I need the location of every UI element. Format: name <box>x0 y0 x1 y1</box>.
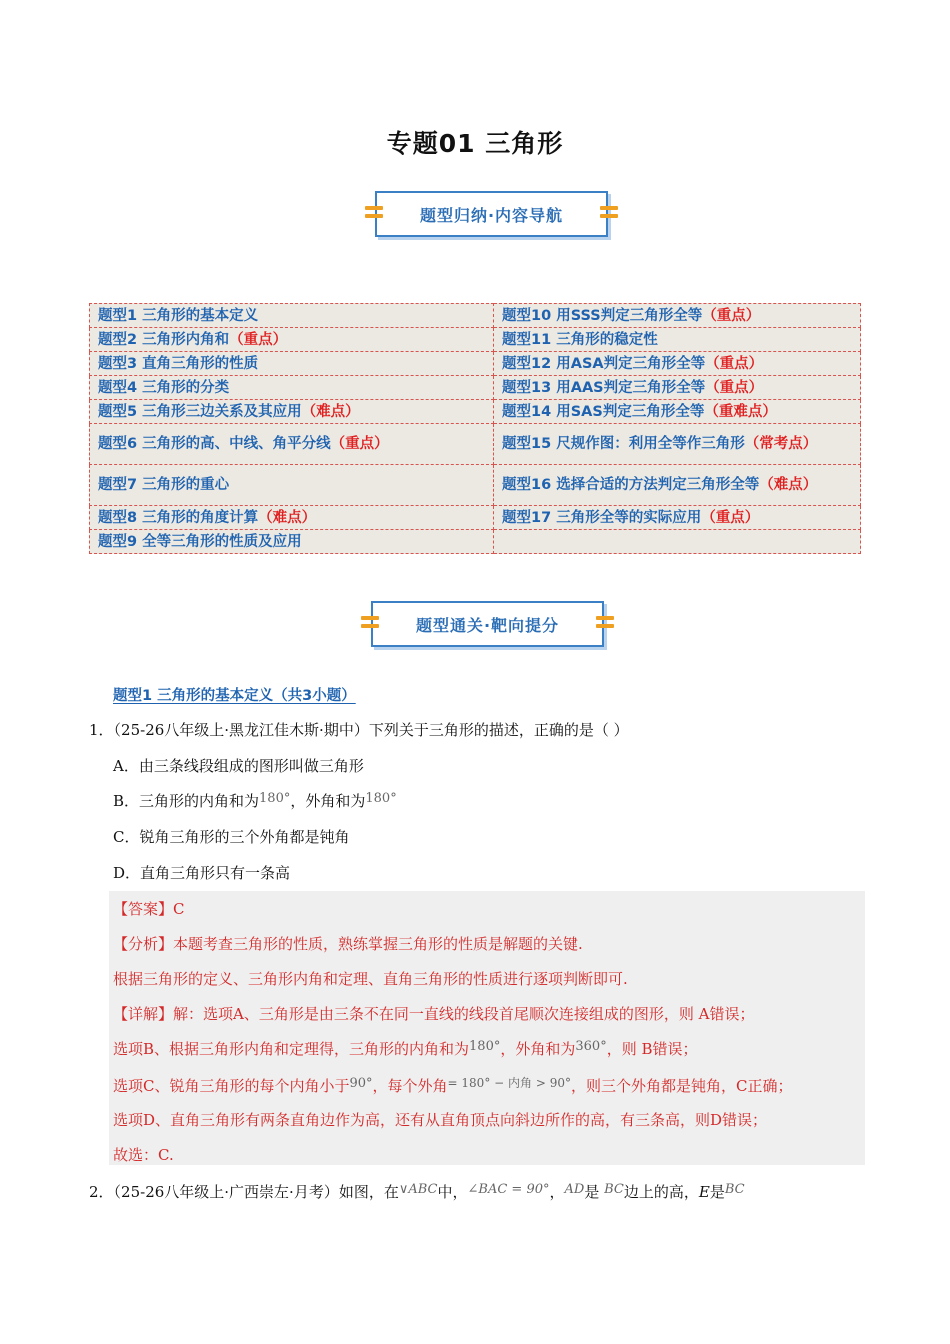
detail-3c: ，则三个外角都是钝角，C正确； <box>570 1077 793 1095</box>
detail-2c: ，则 B错误； <box>606 1040 698 1058</box>
option-d: D．直角三角形只有一条高 <box>113 864 291 882</box>
toc-row <box>90 352 861 376</box>
toc-item[interactable] <box>494 506 861 530</box>
q2-text: 是 <box>584 1183 600 1201</box>
math-90: 90° <box>349 1076 373 1091</box>
toc-item-tag: （重难点） <box>704 403 777 420</box>
detail-tag: 【详解】 <box>113 1005 174 1023</box>
math-180: 180° <box>469 1039 501 1054</box>
toc-item-label: 题型14 用SAS判定三角形全等 <box>502 403 705 420</box>
detail-2a: 选项B、根据三角形内角和定理得，三角形的内角和为 <box>113 1040 470 1058</box>
toc-item[interactable] <box>494 424 861 465</box>
toc-item[interactable] <box>90 328 494 352</box>
toc-item-tag: （重点） <box>705 355 764 372</box>
detail-line-3 <box>113 1074 792 1096</box>
math-e: E <box>698 1183 710 1201</box>
toc-item-label: 题型17 三角形全等的实际应用 <box>502 509 702 526</box>
answer-value: C <box>173 900 185 918</box>
toc-item-label: 题型2 三角形内角和 <box>98 331 230 348</box>
toc-item[interactable] <box>90 400 494 424</box>
analysis-line-1 <box>113 933 583 954</box>
toc-item-tag: （重点） <box>229 331 288 348</box>
toc-item[interactable] <box>494 400 861 424</box>
q2-text: 边上的高， <box>623 1183 699 1201</box>
banner-navigation <box>375 191 608 237</box>
detail-3b: ，每个外角 <box>372 1077 448 1095</box>
toc-item-label: 题型4 三角形的分类 <box>98 379 230 396</box>
detail-line-2 <box>113 1038 698 1059</box>
toc-item-label: 题型5 三角形三边关系及其应用 <box>98 403 302 420</box>
toc-row <box>90 465 861 506</box>
toc-item[interactable] <box>494 465 861 506</box>
toc-item[interactable] <box>90 424 494 465</box>
toc-item-label: 题型13 用AAS判定三角形全等 <box>502 379 706 396</box>
page-title: 专题01 三角形 <box>386 129 564 158</box>
toc-row <box>90 530 861 554</box>
detail-2b: ，外角和为 <box>500 1040 576 1058</box>
option-b-text: B．三角形的内角和为 <box>113 792 260 810</box>
toc-item-label: 题型3 直角三角形的性质 <box>98 355 259 372</box>
toc-item-label: 题型6 三角形的高、中线、角平分线 <box>98 436 331 452</box>
toc-row <box>90 328 861 352</box>
detail-line-1 <box>113 1003 754 1024</box>
toc-item-tag: （难点） <box>301 403 360 420</box>
math-bc: BC <box>604 1182 624 1197</box>
toc-item[interactable] <box>494 352 861 376</box>
analysis-line-2: 根据三角形的定义、三角形内角和定理、直角三角形的性质进行逐项判断即可. <box>113 970 628 988</box>
toc-item[interactable] <box>90 352 494 376</box>
banner-navigation-label: 题型归纳·内容导航 <box>419 205 564 225</box>
toc-item-tag: （常考点） <box>744 436 818 452</box>
banner-practice-label: 题型通关·靶向提分 <box>415 615 560 635</box>
option-a: A．由三条线段组成的图形叫做三角形 <box>113 757 364 775</box>
equals-icon <box>365 204 383 220</box>
math-360: 360° <box>575 1039 607 1054</box>
option-b-mid: ，外角和为 <box>290 792 366 810</box>
math-triangle: ∨ABC <box>398 1182 438 1197</box>
toc-item[interactable] <box>90 304 494 328</box>
analysis-tag: 【分析】 <box>113 935 174 953</box>
math-exterior-angle: = 180° − 内角 > 90° <box>447 1076 571 1090</box>
toc-item[interactable] <box>90 506 494 530</box>
math-180: 180° <box>259 791 291 806</box>
toc-item[interactable] <box>90 465 494 506</box>
option-b <box>113 790 397 811</box>
toc-item-label: 题型12 用ASA判定三角形全等 <box>502 355 706 372</box>
toc-item-label: 题型1 三角形的基本定义 <box>98 307 259 324</box>
math-angle: ∠BAC = 90° <box>467 1182 550 1197</box>
toc-item-tag: （重点） <box>702 307 761 324</box>
answer-line <box>113 898 185 919</box>
toc-row <box>90 506 861 530</box>
question-2-stem <box>89 1181 745 1202</box>
toc-item[interactable] <box>494 328 861 352</box>
math-bc: BC <box>724 1182 745 1197</box>
q2-text: 中， <box>437 1183 468 1201</box>
question-1-stem: 1．（25-26八年级上·黑龙江佳木斯·期中）下列关于三角形的描述，正确的是（ ） <box>89 721 629 739</box>
toc-row <box>90 304 861 328</box>
option-c: C．锐角三角形的三个外角都是钝角 <box>113 828 350 846</box>
toc-item-tag: （难点） <box>759 477 818 493</box>
toc-item-label: 题型16 选择合适的方法判定三角形全等 <box>502 477 760 493</box>
detail-line-4: 选项D、直角三角形有两条直角边作为高，还有从直角顶点向斜边所作的高，有三条高，则D错误； <box>113 1111 768 1129</box>
q2-text: 2．（25-26八年级上·广西崇左·月考）如图，在 <box>89 1183 399 1201</box>
toc-item[interactable] <box>494 376 861 400</box>
q2-text: ， <box>549 1183 565 1201</box>
equals-icon <box>600 204 618 220</box>
toc-item[interactable] <box>90 530 494 554</box>
banner-practice <box>371 601 604 647</box>
math-180: 180° <box>365 791 397 806</box>
toc-item[interactable] <box>494 304 861 328</box>
toc-item-label: 题型10 用SSS判定三角形全等 <box>502 307 703 324</box>
toc-item[interactable] <box>90 376 494 400</box>
detail-text-1: 解：选项A、三角形是由三条不在同一直线的线段首尾顺次连接组成的图形，则 A错误； <box>173 1005 755 1023</box>
detail-line-5: 故选：C. <box>113 1146 174 1164</box>
toc-item-label: 题型9 全等三角形的性质及应用 <box>98 533 302 550</box>
q2-text: 是 <box>709 1183 725 1201</box>
toc-item-label: 题型7 三角形的重心 <box>98 477 230 493</box>
toc-item-tag: （重点） <box>330 436 389 452</box>
math-ad: AD <box>564 1182 585 1197</box>
toc-item-label: 题型8 三角形的角度计算 <box>98 509 259 526</box>
detail-3a: 选项C、锐角三角形的每个内角小于 <box>113 1077 350 1095</box>
analysis-text-1: 本题考查三角形的性质，熟练掌握三角形的性质是解题的关键. <box>173 935 583 953</box>
toc-table <box>89 303 861 554</box>
toc-item-tag: （重点） <box>705 379 764 396</box>
toc-row <box>90 424 861 465</box>
equals-icon <box>361 614 379 630</box>
answer-box <box>109 891 865 1165</box>
toc-item-label: 题型15 尺规作图：利用全等作三角形 <box>502 436 745 452</box>
section-heading[interactable]: 题型1 三角形的基本定义（共3小题） <box>113 688 356 704</box>
toc-item <box>494 530 861 554</box>
answer-tag: 【答案】 <box>113 900 174 918</box>
toc-row <box>90 400 861 424</box>
toc-item-tag: （重点） <box>701 509 760 526</box>
toc-item-label: 题型11 三角形的稳定性 <box>502 331 658 348</box>
equals-icon <box>596 614 614 630</box>
toc-item-tag: （难点） <box>258 509 317 526</box>
toc-row <box>90 376 861 400</box>
